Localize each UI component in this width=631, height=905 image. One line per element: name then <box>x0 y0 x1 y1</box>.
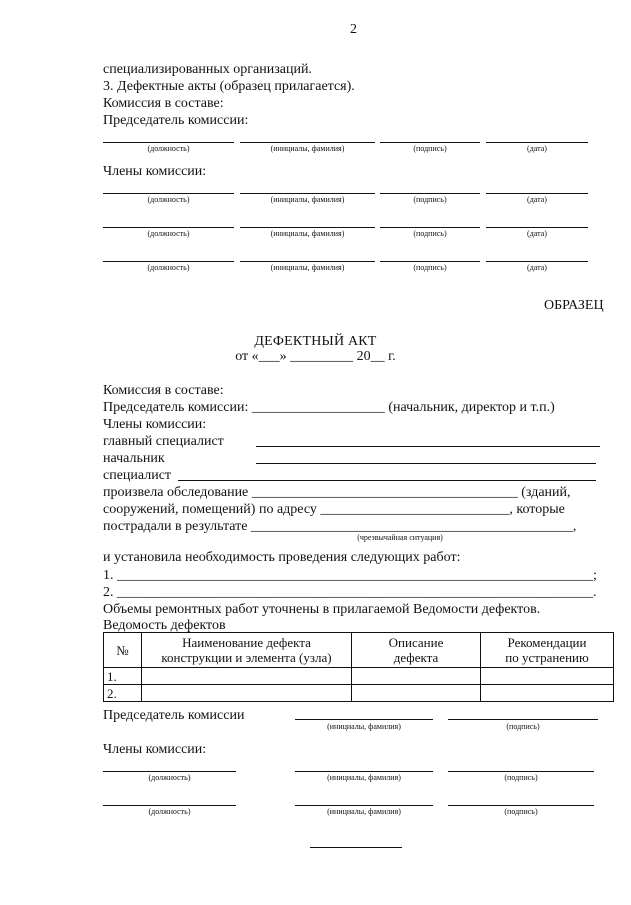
row-number: 2. <box>104 685 142 702</box>
caption-date: (дата) <box>527 263 547 272</box>
table-header-row <box>104 633 614 668</box>
survey-line: произвела обследование ______________________________________ (зданий, <box>103 485 571 500</box>
head-label: начальник <box>103 451 165 466</box>
table-row <box>104 685 614 702</box>
closing-divider <box>310 847 402 848</box>
caption-position: (должность) <box>148 807 191 816</box>
chair-sign-label: Председатель комиссии <box>103 708 245 723</box>
suffered-line: пострадали в результате ______________________________________________, <box>103 519 577 534</box>
work-2: 2. ____________________________________________________________________. <box>103 585 597 600</box>
caption-position: (должность) <box>147 229 190 238</box>
caption-signature: (подпись) <box>504 773 538 782</box>
header-defect-name-line2: конструкции и элемента (узла) <box>161 650 332 665</box>
defects-table <box>103 632 614 702</box>
caption-signature: (подпись) <box>413 144 447 153</box>
specialist-label: специалист <box>103 468 172 483</box>
header-defect-name <box>142 633 352 668</box>
work-1: 1. ____________________________________________________________________; <box>103 568 597 583</box>
caption-initials: (инициалы, фамилия) <box>270 229 345 238</box>
chief-specialist-line <box>256 446 600 447</box>
volumes-line: Объемы ремонтных работ уточнены в прилагаемой Ведомости дефектов. <box>103 602 541 617</box>
caption-signature: (подпись) <box>413 229 447 238</box>
act-title: ДЕФЕКТНЫЙ АКТ <box>254 334 377 349</box>
caption-date: (дата) <box>527 229 547 238</box>
statement-title: Ведомость дефектов <box>103 618 226 633</box>
act-date-line: от «___» _________ 20__ г. <box>235 349 396 364</box>
table-row <box>104 668 614 685</box>
row-cell <box>352 668 481 685</box>
members-sign-label: Члены комиссии: <box>103 742 207 757</box>
row-cell <box>142 668 352 685</box>
header-number <box>104 633 142 668</box>
sample-mark: ОБРАЗЕЦ <box>544 298 604 313</box>
caption-initials: (инициалы, фамилия) <box>327 807 401 816</box>
established-line: и установила необходимость проведения следующих работ: <box>103 550 461 565</box>
page-number: 2 <box>350 22 357 37</box>
header-recommendations <box>481 633 614 668</box>
head-line <box>256 463 596 464</box>
chair-label: Председатель комиссии: <box>103 113 249 128</box>
row-number: 1. <box>104 668 142 685</box>
caption-position: (должность) <box>147 263 190 272</box>
caption-initials: (инициалы, фамилия) <box>270 195 345 204</box>
members-label: Члены комиссии: <box>103 164 207 179</box>
header-recommendations-line1: Рекомендации <box>507 635 587 650</box>
row-cell <box>142 685 352 702</box>
header-number-text: № <box>116 642 129 658</box>
act-commission: Комиссия в составе: <box>103 383 224 398</box>
intro-line-2: 3. Дефектные акты (образец прилагается). <box>103 79 355 94</box>
chair-sign-signature-line <box>448 719 598 720</box>
caption-date: (дата) <box>527 195 547 204</box>
caption-initials: (инициалы, фамилия) <box>270 144 345 153</box>
caption-date: (дата) <box>527 144 547 153</box>
caption-signature: (подпись) <box>504 807 538 816</box>
specialist-line <box>178 480 596 481</box>
caption-position: (должность) <box>148 773 191 782</box>
row-cell <box>352 685 481 702</box>
caption-initials: (инициалы, фамилия) <box>270 263 345 272</box>
intro-line-1: специализированных организаций. <box>103 62 312 77</box>
caption-position: (должность) <box>147 144 190 153</box>
header-description-line2: дефекта <box>393 650 439 665</box>
chair-sign-initials-line <box>295 719 433 720</box>
caption-initials: (инициалы, фамилия) <box>327 773 401 782</box>
caption-position: (должность) <box>147 195 190 204</box>
structures-line: сооружений, помещений) по адресу ___________________________, которые <box>103 502 565 517</box>
caption-emergency: (чрезвычайная ситуация) <box>357 533 443 542</box>
row-cell <box>481 685 614 702</box>
caption-signature: (подпись) <box>506 722 540 731</box>
caption-signature: (подпись) <box>413 263 447 272</box>
act-members: Члены комиссии: <box>103 417 207 432</box>
header-recommendations-line2: по устранению <box>505 650 589 665</box>
row-cell <box>481 668 614 685</box>
caption-initials: (инициалы, фамилия) <box>327 722 401 731</box>
intro-line-3: Комиссия в составе: <box>103 96 224 111</box>
act-chair: Председатель комиссии: ___________________ (начальник, директор и т.п.) <box>103 400 555 415</box>
header-defect-name-line1: Наименование дефекта <box>182 635 311 650</box>
chief-specialist-label: главный специалист <box>103 434 224 449</box>
header-description <box>352 633 481 668</box>
header-description-line1: Описание <box>388 635 444 650</box>
caption-signature: (подпись) <box>413 195 447 204</box>
